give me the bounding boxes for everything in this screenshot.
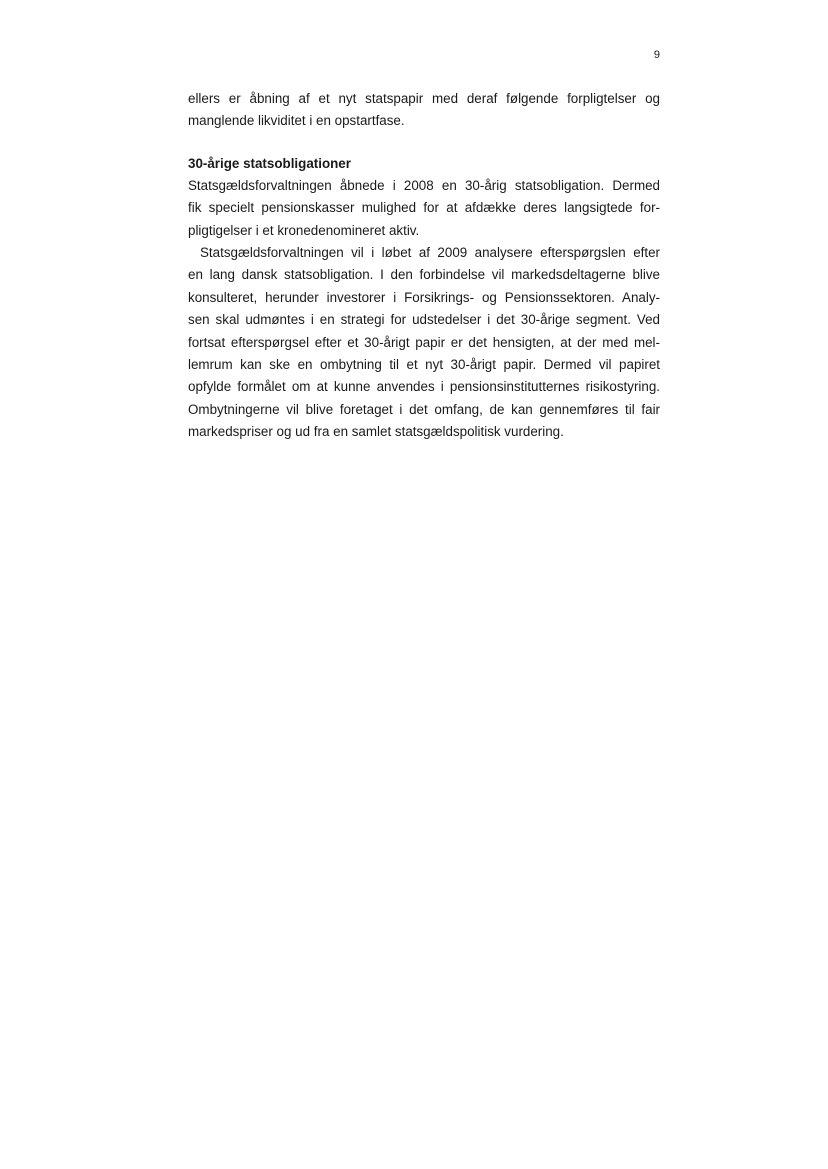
text-line: fortsat efterspørgsel efter et 30-årigt papir er det hensigten, at der med mel- [188,334,660,350]
text-line: sen skal udmøntes i en strategi for udstedelser i det 30-årige segment. Ved [188,312,660,328]
section-paragraph-1 [188,175,660,242]
page-body [188,88,660,444]
section-heading: 30-årige statsobligationer [188,155,351,171]
text-line: lemrum kan ske en ombytning til et nyt 30-årigt papir. Dermed vil papiret [188,357,660,373]
text-line: fik specielt pensionskasser mulighed for at afdække deres langsigtede for- [188,200,660,216]
text-line: markedspriser og ud fra en samlet statsgældspolitisk vurdering. [188,424,564,440]
intro-paragraph [188,88,660,133]
page-number: 9 [653,49,660,61]
text-line: ellers er åbning af et nyt statspapir med deraf følgende forpligtelser og [188,91,660,106]
text-line: Ombytningerne vil blive foretaget i det omfang, de kan gennemføres til fair [188,401,660,417]
text-line: manglende likviditet i en opstartfase. [188,113,405,129]
text-line: Statsgældsforvaltningen åbnede i 2008 en 30-årig statsobligation. Dermed [188,177,660,193]
section-paragraph-2 [188,242,660,444]
text-line: opfylde formålet om at kunne anvendes i pensionsinstitutternes risikostyring. [188,379,660,395]
text-line: konsulteret, herunder investorer i Forsikrings- og Pensionssektoren. Analy- [188,289,660,305]
text-line: en lang dansk statsobligation. I den forbindelse vil markedsdeltagerne blive [188,267,660,283]
text-line: Statsgældsforvaltningen vil i løbet af 2009 analysere efterspørgslen efter [200,245,660,261]
text-line: pligtigelser i et kronedenomineret aktiv. [188,222,420,238]
